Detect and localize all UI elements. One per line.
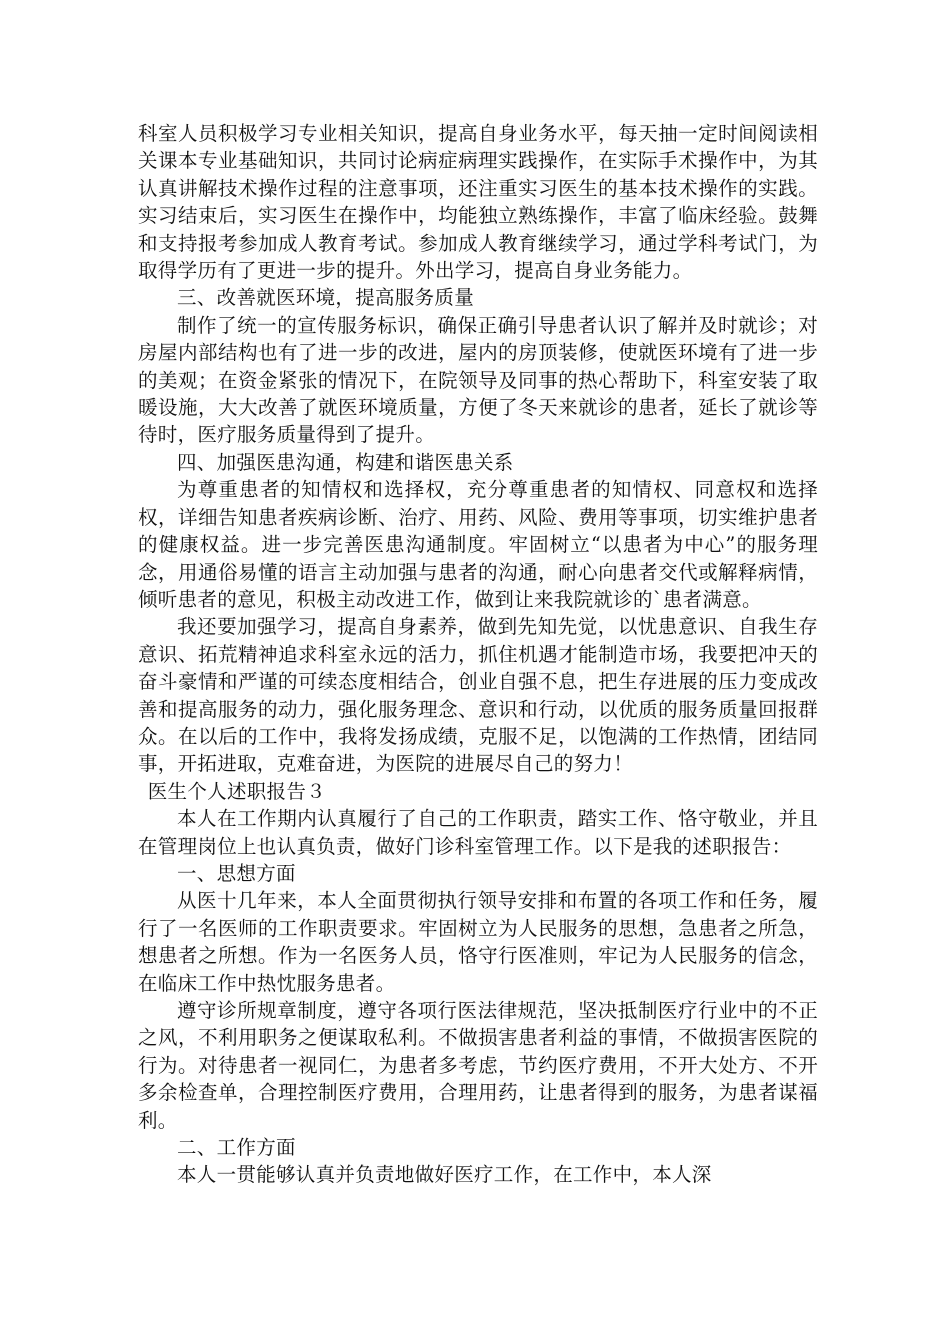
section-heading: 三、改善就医环境，提高服务质量 bbox=[177, 286, 475, 310]
paragraph: 制作了统一的宣传服务标识，确保正确引导患者认识了解并及时就诊；对房屋内部结构也有了进一步的改进，屋内的房顶装修，使就医环境有了进一步的美观；在资金紧张的情况下，在院领导及同事的热心帮助下，科室安装了取暖设施，大大改善了就医环境质量，方便了冬天来就诊的患者，延长了就诊等待时，医疗服务质量得到了提升。 bbox=[138, 313, 818, 447]
section-heading: 二、工作方面 bbox=[177, 1136, 296, 1160]
document-page bbox=[138, 120, 818, 1189]
section-heading: 一、思想方面 bbox=[177, 861, 296, 885]
paragraph: 本人在工作期内认真履行了自己的工作职责，踏实工作、恪守敬业，并且在管理岗位上也认真负责，做好门诊科室管理工作。以下是我的述职报告： bbox=[138, 807, 818, 858]
paragraph: 从医十几年来，本人全面贯彻执行领导安排和布置的各项工作和任务，履行了一名医师的工作职责要求。牢固树立为人民服务的思想，急患者之所急，想患者之所想。作为一名医务人员，恪守行医准则，牢记为人民服务的信念，在临床工作中热忱服务患者。 bbox=[138, 889, 818, 995]
paragraph: 我还要加强学习，提高自身素养，做到先知先觉，以忧患意识、自我生存意识、拓荒精神追求科室永远的活力，抓住机遇才能制造市场，我要把冲天的奋斗豪情和严谨的可续态度相结合，创业自强不息，把生存进展的压力变成改善和提高服务的动力，强化服务理念、意识和行动，以优质的服务质量回报群众。在以后的工作中，我将发扬成绩，克服不足，以饱满的工作热情，团结同事，开拓进取，克难奋进，为医院的进展尽自己的努力！ bbox=[138, 615, 818, 776]
paragraph: 遵守诊所规章制度，遵守各项行医法律规范，坚决抵制医疗行业中的不正之风，不利用职务之便谋取私利。不做损害患者利益的事情，不做损害医院的行为。对待患者一视同仁，为患者多考虑，节约医疗费用，不开大处方、不开多余检查单，合理控制医疗费用，合理用药，让患者得到的服务，为患者谋福利。 bbox=[138, 999, 818, 1132]
paragraph: 为尊重患者的知情权和选择权，充分尊重患者的知情权、同意权和选择权，详细告知患者疾病诊断、治疗、用药、风险、费用等事项，切实维护患者的健康权益。进一步完善医患沟通制度。牢固树立“以患者为中心”的服务理念，用通俗易懂的语言主动加强与患者的沟通，耐心向患者交代或解释病情，倾听患者的意见，积极主动改进工作，做到让来我院就诊的`患者满意。 bbox=[138, 478, 818, 611]
paragraph: 本人一贯能够认真并负责地做好医疗工作，在工作中，本人深 bbox=[177, 1163, 712, 1187]
paragraph-continuation: 科室人员积极学习专业相关知识，提高自身业务水平，每天抽一定时间阅读相关课本专业基础知识，共同讨论病症病理实践操作，在实际手术操作中，为其认真讲解技术操作过程的注意事项，还注重实习医生的基本技术操作的实践。实习结束后，实习医生在操作中，均能独立熟练操作，丰富了临床经验。鼓舞和支持报考参加成人教育考试。参加成人教育继续学习，通过学科考试门，为取得学历有了更进一步的提升。外出学习，提高自身业务能力。 bbox=[138, 122, 818, 283]
section-heading: 四、加强医患沟通，构建和谐医患关系 bbox=[177, 450, 514, 474]
report-title: 医生个人述职报告３ bbox=[147, 779, 326, 803]
